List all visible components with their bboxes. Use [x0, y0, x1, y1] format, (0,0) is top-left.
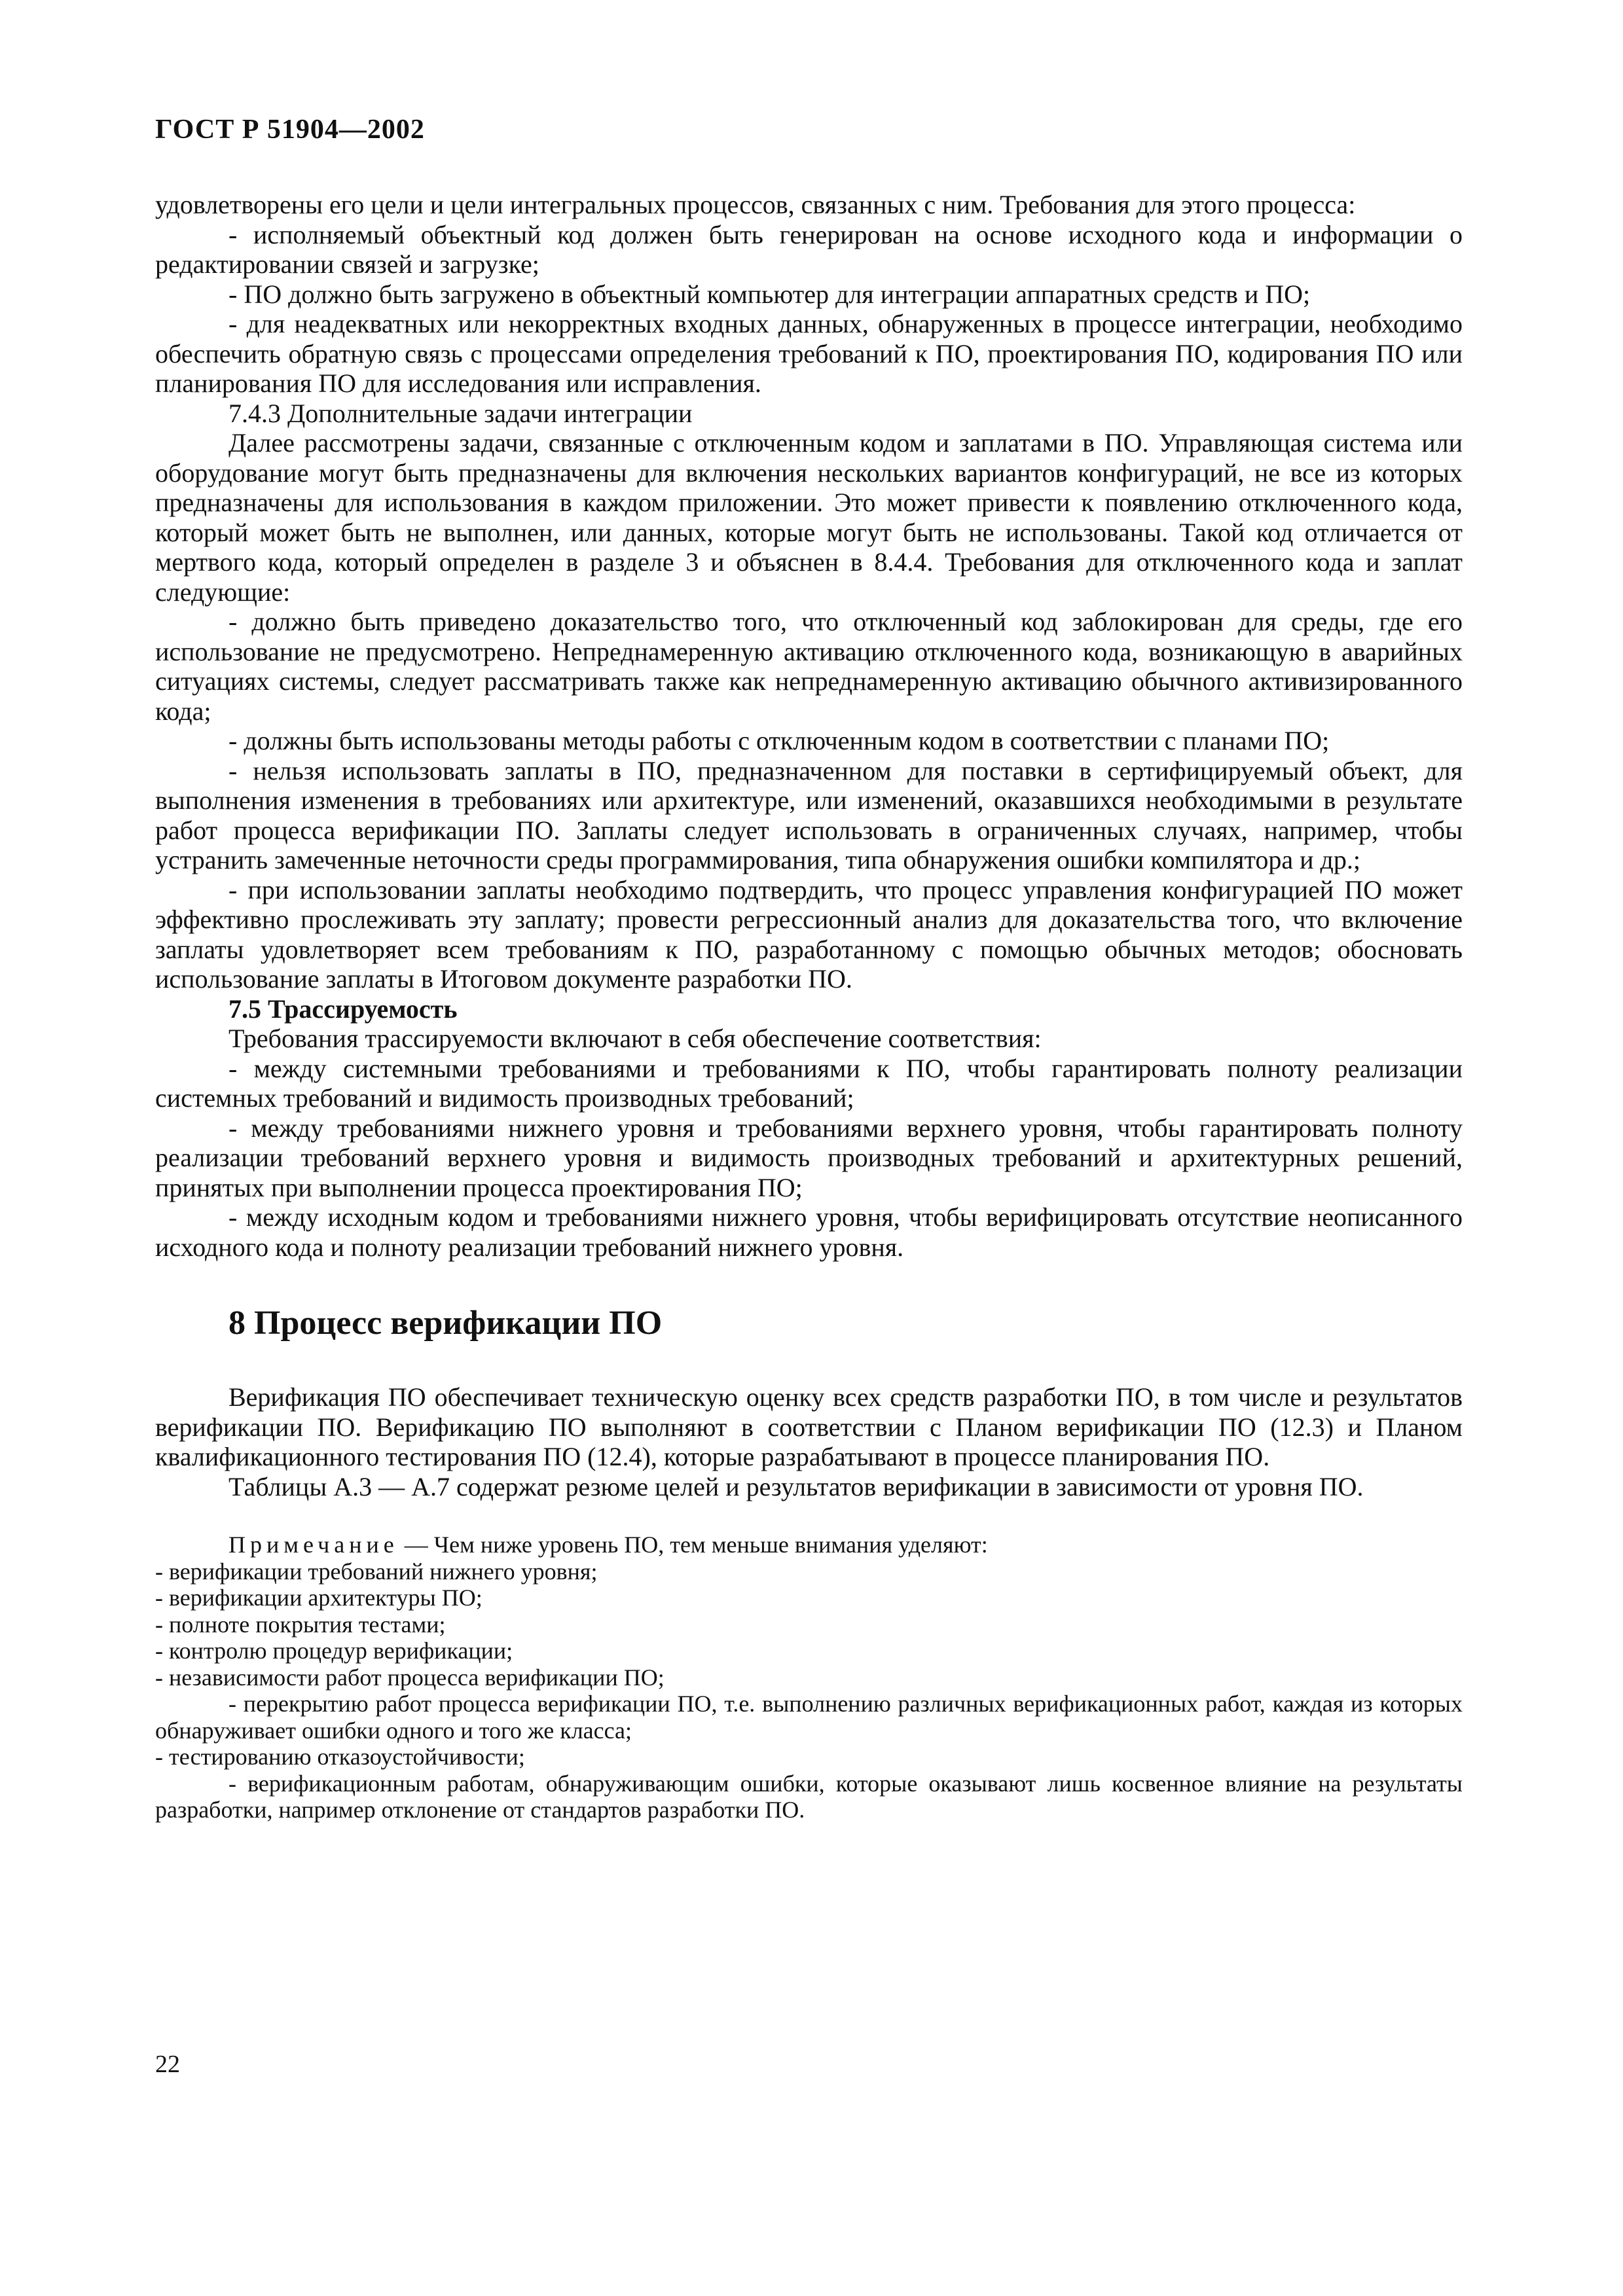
- note-intro-text: — Чем ниже уровень ПО, тем меньше внимания уделяют:: [398, 1532, 988, 1558]
- paragraph: Требования трассируемости включают в себя обеспечение соответствия:: [228, 1024, 1042, 1053]
- body-text: [155, 190, 1463, 1823]
- paragraph: удовлетворены его цели и цели интегральных процессов, связанных с ним. Требования для этого процесса:: [155, 190, 1356, 219]
- list-item: - исполняемый объектный код должен быть генерирован на основе исходного кода и информации о редактировании связей и загрузке;: [155, 219, 1463, 279]
- document-header: ГОСТ Р 51904—2002: [155, 115, 425, 145]
- list-item: - для неадекватных или некорректных входных данных, обнаруженных в процессе интеграции, необходимо обеспечить обратную связь с процессами определения требований к ПО, проектирования ПО, кодирования ПО или планирования ПО для исследования или исправления.: [155, 309, 1463, 398]
- note-item: - верификации архитектуры ПО;: [155, 1585, 483, 1611]
- paragraph: Верификация ПО обеспечивает техническую оценку всех средств разработки ПО, в том числе и результатов верификации ПО. Верификацию ПО выполняют в соответствии с Планом верификации ПО (12.3) и Планом квалификационного тестирования ПО (12.4), которые разрабатывают в процессе планирования ПО.: [155, 1382, 1463, 1471]
- list-item: - должно быть приведено доказательство того, что отключенный код заблокирован для среды, где его использование не предусмотрено. Непреднамеренную активацию отключенного кода, возникающую в аварийных ситуациях системы, следует рассматривать также как непреднамеренную активацию обычного активизированного кода;: [155, 607, 1463, 726]
- list-item: - при использовании заплаты необходимо подтвердить, что процесс управления конфигурацией ПО может эффективно прослеживать эту заплату; провести регрессионный анализ для доказательства того, что включение заплаты удовлетворяет всем требованиям к ПО, разработанному с помощью обычных методов; обосновать использование заплаты в Итоговом документе разработки ПО.: [155, 874, 1463, 994]
- list-item: - должны быть использованы методы работы с отключенным кодом в соответствии с планами ПО;: [228, 726, 1330, 755]
- note-item: - верификации требований нижнего уровня;: [155, 1558, 598, 1585]
- list-item: - между исходным кодом и требованиями нижнего уровня, чтобы верифицировать отсутствие неописанного исходного кода и полноту реализации требований нижнего уровня.: [155, 1202, 1463, 1262]
- list-item: - ПО должно быть загружено в объектный компьютер для интеграции аппаратных средств и ПО;: [228, 279, 1311, 309]
- note-item: - полноте покрытия тестами;: [155, 1611, 446, 1638]
- note-item: - независимости работ процесса верификации ПО;: [155, 1664, 665, 1691]
- paragraph: Далее рассмотрены задачи, связанные с отключенным кодом и заплатами в ПО. Управляющая система или оборудование могут быть предназначены для включения нескольких вариантов конфигураций, не все из которых предназначены для использования в каждом приложении. Это может привести к появлению отключенного кода, который может быть не выполнен, или данных, которые могут быть не использованы. Такой код отличается от мертвого кода, который определен в разделе 3 и объяснен в 8.4.4. Требования для отключенного кода и заплат следующие:: [155, 428, 1463, 607]
- page-number: 22: [155, 2051, 180, 2078]
- note-item: - верификационным работам, обнаруживающим ошибки, которые оказывают лишь косвенное влияние на результаты разработки, например отклонение от стандартов разработки ПО.: [155, 1770, 1463, 1823]
- list-item: - между требованиями нижнего уровня и требованиями верхнего уровня, чтобы гарантировать полноту реализации требований верхнего уровня и видимость производных требований и архитектурных решений, принятых при выполнении процесса проектирования ПО;: [155, 1113, 1463, 1202]
- subsection-heading-7-5: 7.5 Трассируемость: [228, 994, 458, 1024]
- note-intro: [155, 1532, 1463, 1558]
- note-block: [155, 1532, 1463, 1823]
- section-heading-8: 8 Процесс верификации ПО: [228, 1304, 663, 1342]
- subsection-heading-7-4-3: 7.4.3 Дополнительные задачи интеграции: [228, 398, 693, 428]
- list-item: - нельзя использовать заплаты в ПО, предназначенном для поставки в сертифицируемый объект, для выполнения изменения в требованиях или архитектуре, или изменений, оказавшихся необходимыми в результате работ процесса верификации ПО. Заплаты следует использовать в ограниченных случаях, например, чтобы устранить замеченные неточности среды программирования, типа обнаружения ошибки компилятора и др.;: [155, 755, 1463, 874]
- paragraph: Таблицы А.3 — А.7 содержат резюме целей и результатов верификации в зависимости от уровня ПО.: [228, 1471, 1364, 1501]
- note-item: - тестированию отказоустойчивости;: [155, 1744, 525, 1770]
- note-item: - перекрытию работ процесса верификации ПО, т.е. выполнению различных верификационных работ, каждая из которых обнаруживает ошибки одного и того же класса;: [155, 1691, 1463, 1744]
- list-item: - между системными требованиями и требованиями к ПО, чтобы гарантировать полноту реализации системных требований и видимость производных требований;: [155, 1053, 1463, 1113]
- note-item: - контролю процедур верификации;: [155, 1638, 513, 1664]
- note-label: Примечание: [228, 1532, 399, 1558]
